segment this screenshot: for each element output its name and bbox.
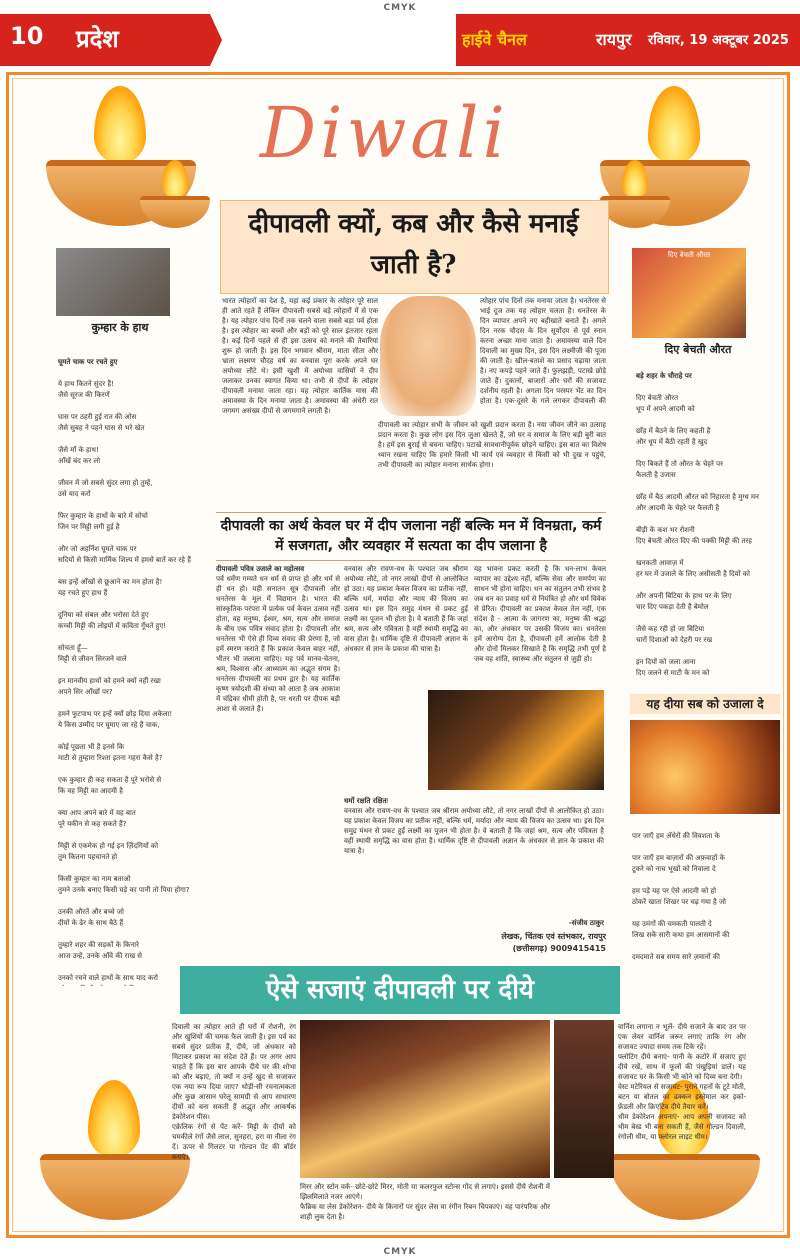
- column-7-quote: धर्मो रक्षति रक्षितः: [344, 797, 388, 805]
- tip-7: थीम डेकोरेशन अपनाएं- आप अपनी सजावट को थीम बेस्ड भी बना सकती हैं, जैसे गोल्डन दिवाली, रंगोली थीम, या फ्लोरल लाइट थीम।: [618, 1113, 746, 1141]
- tip-6: वेस्ट मटेरियल से सजावट- पुराने गहनों के टूटे मोती, बटन या बोतल का ढक्कन इस्तेमाल कर इको-फ्रेंडली और क्रिएटिव दीये तैयार करें।: [618, 1083, 746, 1111]
- left-poem: [58, 346, 208, 986]
- right-box-title: यह दीया सब को उजाला दे: [630, 694, 780, 714]
- tip-3: फैब्रिक या लेस डेकोरेशन- दीये के किनारों पर सुंदर लेस या रंगीन रिबन चिपकाएं। यह पारंपरिक और शाही लुक देता है।: [300, 1203, 550, 1221]
- tip-2: मिरर और स्टोन वर्क- छोटे-छोटे मिरर, मोती या कलरफुल स्टोन्स गोंद से लगाएं। इससे दीये रोशनी में झिलमिलाते नजर आएंगे।: [300, 1183, 550, 1201]
- bottom-intro: दिवाली का त्योहार आते ही घरों में रोशनी, रंग और खुशियों की चमक फैल जाती है। इस पर्व का सबसे सुंदर प्रतीक हैं, दीये, जो अंधकार को मिटाकर प्रकाश का संदेश देते हैं। पर अगर आप चाहते हैं कि इस बार आपके दीये घर की शोभा को और बढ़ाएं, तो क्यों न उन्हें खुद से सजाकर एक नया रूप दिया जाए? थोड़ी-सी रचनात्मकता और कुछ आसान घरेलू सामग्री से आप साधारण दीयों को बना सकती हैं अद्भुत और आकर्षक डेकोरेशन पीस।: [172, 1023, 296, 1121]
- left-feature-caption: कुम्हार के हाथ: [91, 321, 149, 334]
- lamp-photo: [630, 720, 780, 814]
- lakshmi-illustration: [380, 296, 476, 416]
- left-poem-subtitle: घूमते चाक पर रचते हुए: [58, 358, 118, 366]
- article-column-7: [344, 796, 604, 914]
- article-author: -संजीव ठाकुर: [568, 919, 604, 927]
- column-7-body: वनवास और रावण-वध के पश्चात जब श्रीराम अयोध्या लौटे, तो नगर लाखों दीपों से आलोकित हो उठा। यह प्रकाश केवल विजय का प्रतीक नहीं, बल्कि धर्म, मर्यादा और न्याय की विजय का उत्सव था। इस दिन समुद्र मंथन से प्रकट हुईं लक्ष्मी का पूजन भी होता है। वे बताती हैं कि जहां श्रम, सत्य और पवित्रता है वहीं स्थायी समृद्धि का वास होता है। धार्मिक दृष्टि से दीपावली अज्ञान के अंधकार से ज्ञान के प्रकाश की यात्रा है।: [344, 807, 604, 855]
- bottom-column-3: [618, 1022, 746, 1232]
- diwali-wordart: Diwali: [260, 92, 509, 174]
- potter-photo: [56, 248, 170, 316]
- diya-icon: [600, 160, 670, 230]
- family-diwali-photo: [300, 1020, 550, 1178]
- divider: [216, 560, 606, 561]
- edition-city: रायपुर: [596, 30, 632, 49]
- right-poem-subtitle: बड़े शहर के चौराहे पर: [636, 372, 692, 380]
- brand-name: हाईवे चैनल: [462, 30, 527, 49]
- main-headline: दीपावली क्यों, कब और कैसे मनाई जाती है?: [248, 209, 579, 280]
- diya-seller-photo: [632, 248, 746, 338]
- diya-hands-photo: [428, 690, 604, 790]
- article-column-5: वनवास और रावण-वध के पश्चात जब श्रीराम अयोध्या लौटे, तो नगर लाखों दीपों से आलोकित हो उठा। यह प्रकाश केवल विजय का प्रतीक नहीं, बल्कि धर्म, मर्यादा और न्याय की विजय का उत्सव था। इस दिन समुद्र मंथन से प्रकट हुईं लक्ष्मी का पूजन भी होता है। वे बताती हैं कि जहां श्रम, सत्य और पवित्रता है वहीं स्थायी समृद्धि का वास होता है। धार्मिक दृष्टि से दीपावली अज्ञान के अंधकार से ज्ञान के प्रकाश की यात्रा है।: [344, 565, 468, 653]
- right-feature-caption: दिए बेचती औरत: [664, 343, 732, 356]
- right-poem-body: दिए बेचती औरत धूप में अपने आदमी को छाँह में बैठने के लिए कहती है और धूप में बैठी रहती है खुद दिए बिकते हैं तो औरत के चेहरे पर फैलती है उजास छाँह में बैठ आदमी औरत को निहारता है मुग्ध मन और आदमी के चेहरे पर फैलती है बीड़ी के कश भर रोशनी दिए बेचती औरत दिए की पक्की मिट्टी की तरह खनकती आवाज़ में हर घर में उजाले के लिए असीसती है दियों को और अपनी बिटिया के हाथ पर के लिए चार दिए पकड़ा देती है बेमोल जैसे कह रही हो जा बिटिया चारों दिशाओं को देहरी पर रख इन दियों को जला आना दिए जलने से माटी के मन को: [636, 394, 759, 677]
- tip-5: फ्लोटिंग दीये बनाएं- पानी के कटोरे में सजाए हुए दीये रखें, साथ में फूलों की पंखुड़ियां डालें। यह सजावट घर के किसी भी कोने को दिव्य बना देगी।: [618, 1053, 746, 1081]
- print-mark-top: CMYK: [383, 3, 417, 13]
- right-box-poem: [632, 820, 782, 960]
- bottom-column-1: [172, 1022, 296, 1232]
- column-4-body: पर्व धर्मेण गम्यते धन धर्म से प्राप्त हो और धर्म से ही धन हो। यही सनातन सूत्र दीपावली और धनतेरस के मूल में विद्यमान है। भारत की सांस्कृतिक परंपरा में प्रत्येक पर्व केवल उत्सव नहीं होता, वह मनुष्य, ईश्वर, श्रम, सत्य और समाज के बीच एक पवित्र संवाद होता है। दीपावली और धनतेरस भी ऐसे ही दिव्य संवाद की प्रेरणा हैं, जो हमें स्मरण कराते हैं कि प्रकाश केवल बाहर नहीं, भीतर भी जलाना चाहिए। यह पर्व मानव-चेतना, श्रम, विश्वास और आध्यात्म का अद्भुत संगम है। धनतेरस दीपावली का प्रथम द्वार है। यह कार्तिक कृष्ण त्रयोदशी की संध्या को आता है जब आकाश में चंद्रिका धीमी होती है, पर धरती पर दीपक बड़ी आशा से जलाते हैं।: [216, 575, 340, 713]
- article-column-6: यह भावना प्रकट करती है कि धन-लाभ केवल व्यापार का उद्देश्य नहीं, बल्कि सेवा और समर्पण का साधन भी होना चाहिए। धन का संतुलन तभी संभव है जब धन का प्रवाह धर्म से नियंत्रित हो और धर्म विवेक से प्रेरित। दीपावली का प्रकाश केवल तेल नहीं, एक संदेश है - आत्मा के जागरण का, मनुष्य की श्रद्धा का, और अंधकार पर उसकी विजय का। धनतेरस हमें आरोग्य देता है, दीपावली हमें आलोक देती है और दोनों मिलकर सिखाते हैं कि समृद्धि तभी पूर्ण है जब वह शांति, स्वास्थ्य और संतुलन से जुड़ी हो।: [474, 565, 606, 663]
- section-title: प्रदेश: [76, 24, 119, 53]
- divider: [216, 512, 606, 513]
- right-box-poem-body: पार जाएँ हम अँधेरों की विवशता के पार जाएँ हम बाज़ारों की अफ़वाहों के टूकरे को नाच भूखों को निवाला दे हम पड़े यह पर ऐसे आदमी को हो ठोकरें खाता शिखर पर चढ़ गया है जो यह उमंगों की चमकती पालती दे लिख सकें सारी कथा हम आसमानों की दमदमाते सब समय सारे ज़मानों की: [632, 832, 730, 960]
- article-column-3: दीपावली का त्योहार सभी के जीवन को खुशी प्रदान करता है। नया जीवन जीने का उत्साह प्रदान करता है। कुछ लोग इस दिन जुआ खेलते हैं, जो घर व समाज के लिए बड़ी बुरी बात है। हमें इस बुराई से बचना चाहिए। पटाखे सावधानीपूर्वक छोड़ने चाहिए। इस बात का विशेष ध्यान रखना चाहिए कि हमारे किसी भी कार्य एवं व्यवहार से किसी को भी दुख न पहुंचे, तभी दीपावली का त्योहार मनाना सार्थक होगा।: [378, 421, 606, 469]
- article-column-2: त्योहार पांच दिनों तक मनाया जाता है। धनतेरस से भाई दूज तक यह त्योहार चलता है। धनतेरस के दिन व्यापार अपने नए बहीखाते बनाते हैं। अगले दिन नरक चौदस के दिन सूर्योदय से पूर्व स्नान करना अच्छा माना जाता है। अमावस्या वाले दिन दिवाली का मुख्य दिन, इस दिन लक्ष्मीजी की पूजा की जाती है। खील-बताशे का प्रसाद चढ़ाया जाता है। नए कपड़े पहने जाते हैं। फुलझड़ी, पटाखे छोड़े जाते हैं। दुकानों, बाजारों और घरों की सजावट दर्शनीय रहती है। अगला दिन परस्पर भेंट का दिन होता है। एक-दूसरे के गले लगकर दीपावली की: [480, 297, 606, 405]
- sub-headline: दीपावली का अर्थ केवल घर में दीप जलाना नहीं बल्कि मन में विनम्रता, कर्म में सजगता, और व्यवहार में सत्यता का दीप जलाना है: [220, 518, 602, 554]
- print-mark-bottom: CMYK: [383, 1247, 417, 1257]
- article-column-1: भारत त्योहारों का देश है, यहां कई प्रकार के त्योहार पूरे साल ही आते रहते हैं लेकिन दीपावली सबसे बड़े त्योहारों में से एक है। यह त्योहार पांच दिनों तक चलने वाला सबसे बड़ा पर्व होता है। इस त्योहार का बच्चों और बड़ों को पूरे साल इंतजार रहता है। कई दिनों पहले से ही इस उत्सव को मनाने की तैयारियां शुरू हो जाती हैं। इस दिन भगवान श्रीराम, माता सीता और भ्राता लक्ष्मण चौदह वर्ष का वनवास पूरा करके अपने घर अयोध्या लौटे थे। इसी खुशी में अयोध्या वासियों ने दीप जलाकर उनका स्वागत किया था। तभी से दीपों के त्योहार दीपावली मनाया जाता रहा। यह त्योहार कार्तिक मास की अमावस्या के दिन मनाया जाता है। अमावस्या की अंधेरी रात जगमग असंख्य दीपों से जगमगाने लगती है।: [222, 297, 378, 415]
- tip-4: वार्निश लगाना न भूलें- दीये सजाने के बाद उन पर एक लेयर वार्निश जरूर लगाएं ताकि रंग और सजावट ज्यादा समय तक टिके रहें।: [618, 1023, 746, 1051]
- bottom-column-2: [300, 1182, 550, 1232]
- author-role: लेखक, चिंतक एवं स्तंभकार, रायपुर: [501, 932, 606, 941]
- column-4-title: दीपावली पवित्र उजाले का महोत्सव: [216, 565, 305, 573]
- tip-1: एक्रेलिक रंगों से पेंट करें- मिट्टी के दीयों को चमकीले रंगों जैसे लाल, सुनहरा, हरा या नीला रंग दें। ऊपर से गिलटर या गोल्डन पेंट की बॉर्डर बनाएं।: [172, 1123, 296, 1161]
- diya-icon: [140, 160, 210, 230]
- page-number: 10: [10, 22, 44, 50]
- article-column-4: [216, 564, 340, 964]
- author-phone: (छत्तीसगढ़) 9009415415: [512, 944, 606, 953]
- issue-date: रविवार, 19 अक्टूबर 2025: [648, 33, 789, 48]
- right-poem: [636, 360, 781, 690]
- photo-overlay-label: दिए बेचती औरत: [667, 251, 711, 259]
- left-poem-body: ये हाथ कितने सुंदर हैं! जैसे सूरज की किरणें घास पर ठहरी हुई रात की ओस जैसे सुबह ने पहने घास से भरे खेत जैसे माँ के हाथ! आँखें बंद कर लो जीवन में जो सबसे सुंदर लगा हो तुम्हें, उसे याद करो फिर कुम्हार के हाथों के बारे में सोचो जिन पर मिट्टी लगी हुई है और जो अहर्निश घूमते चाक पर सदियों से किसी मार्मिक शिल्प में हमसे बातें कर रहे हैं बस इन्हें आँखों से छूआने का मन होता है! यह रचते हुए हाथ हैं दुनिया को संबल और भरोसा देते हुए कच्ची मिट्टी की लोइयों में कविता गूँथते हुए! सोचता हूँ— मिट्टी से जीवन सिरजने वाले इन मानवीय हाथों को हमने क्यों नहीं रखा अपने सिर आँखों पर? हमने फुटपाथ पर इन्हें क्यों छोड़ दिया अकेला! ये किस उम्मीद पर घूमाए जा रहे हैं चाक, कोई पूछता भी है इनसे कि माटी से तुम्हारा रिश्ता इतना गहरा कैसे है? एक कुम्हार ही कह सकता है पूरे भरोसे से कि वह मिट्टी का आदमी है क्या आप अपने बारे में यह बात पूरे यकीन से कह सकते हैं? मिट्टी से एकमेक हो गई इन ज़िंदगियों को तुम कितना पहचानते हो किसी कुम्हार का नाम बताओ तुमने उनके बनाए किसी घड़े का पानी तो पिया होगा? उनकी औरतें और बच्चे जो दीयों के ढेर के साथ बैठे हैं तुम्हारे शहर की सड़कों के किनारे आज उन्हें, उनके आँवे की राख से उनको रचने वाले हाथों के साथ याद करो: [58, 380, 191, 982]
- family-diwali-photo-edge: [554, 1020, 614, 1178]
- diya-icon: [40, 1080, 190, 1230]
- bottom-headline: ऐसे सजाएं दीपावली पर दीये: [265, 975, 535, 1005]
